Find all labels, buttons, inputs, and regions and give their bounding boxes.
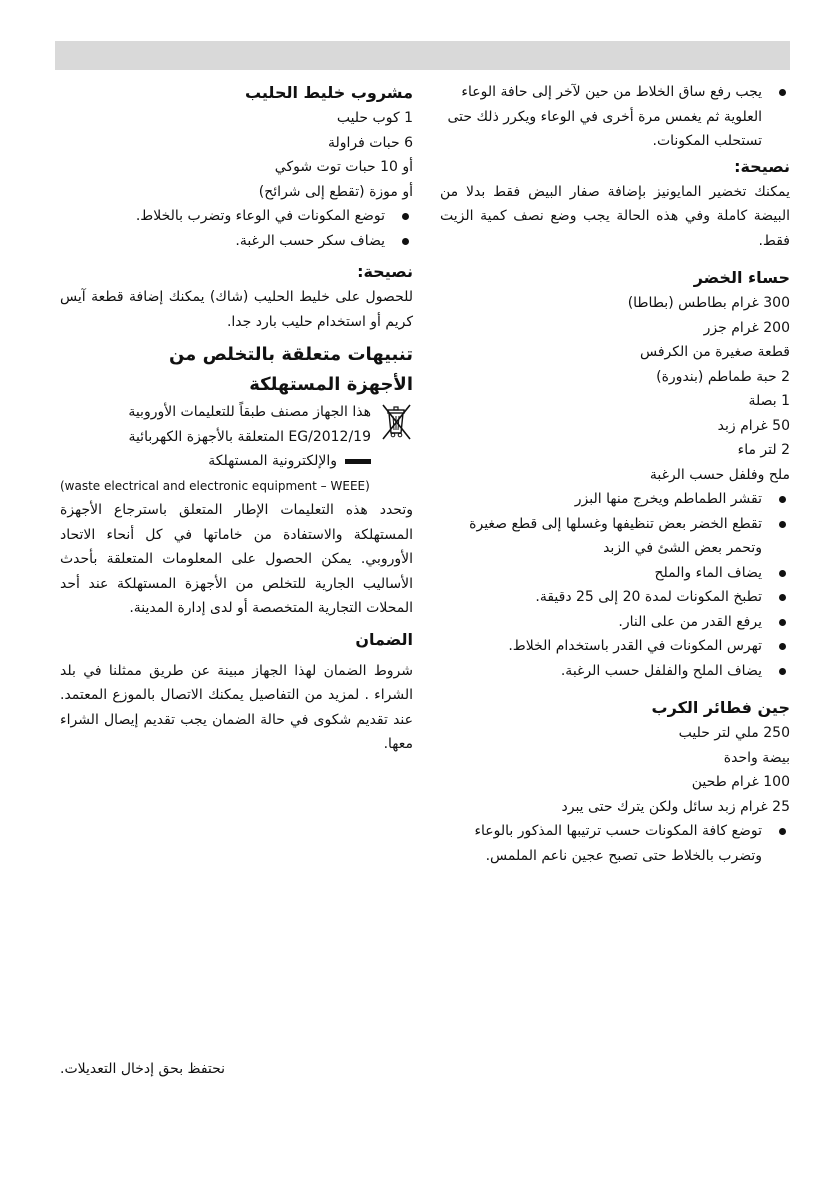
tip1-heading: نصيحة: <box>734 156 790 176</box>
ingredient: أو 10 حبات توت شوكي <box>274 159 413 175</box>
weee-line: هذا الجهاز مصنف طبقاً للتعليمات الأوروبية <box>128 404 371 420</box>
bullet-icon <box>402 213 409 220</box>
bullet-icon <box>779 828 786 835</box>
list-item: يضاف الملح والفلفل حسب الرغبة. <box>440 659 790 684</box>
crossed-bin-icon <box>377 402 413 446</box>
disposal-heading-line2: الأجهزة المستهلكة <box>249 374 413 395</box>
left-column <box>60 80 413 757</box>
list-item: يجب رفع ساق الخلاط من حين لآخر إلى حافة الوعاء العلوية ثم يغمس مرة أخرى في الوعاء ويكرر ذلك حتى تستحلب المكونات. <box>440 80 790 154</box>
weee-notice <box>60 400 413 474</box>
list-item: توضع المكونات في الوعاء وتضرب بالخلاط. <box>60 204 413 229</box>
list-item: تقشر الطماطم ويخرج منها البزر <box>440 487 790 512</box>
bullet-icon <box>779 668 786 675</box>
weee-text: وتحدد هذه التعليمات الإطار المتعلق باسترجاع الأجهزة المستهلكة والاستفادة من خاماتها في كل أنحاء الاتحاد الأوروبي. يمكن الحصول على المعلومات المتعلقة بأحدث الأساليب الجارية للتخلص من الأجهزة المستهلكة عند أحد المحلات التجارية المتخصصة أو لدى إدارة المدينة. <box>60 502 413 616</box>
list-item: توضع كافة المكونات حسب ترتيبها المذكور بالوعاء وتضرب بالخلاط حتى تصبح عجين ناعم الملمس. <box>440 819 790 868</box>
milkshake-heading: مشروب خليط الحليب <box>244 83 413 102</box>
ingredient: ملح وفلفل حسب الرغبة <box>649 466 790 483</box>
soup-heading: حساء الخضر <box>693 268 790 287</box>
bullet-icon <box>779 619 786 626</box>
warranty-heading: الضمان <box>355 629 413 649</box>
ingredient: 50 غرام زبد <box>717 417 790 434</box>
ingredient: 100 غرام طحين <box>691 774 790 790</box>
bullet-icon <box>779 570 786 577</box>
ingredient: 2 حبة طماطم (بندورة) <box>656 368 790 385</box>
disposal-heading: تنبيهات متعلقة بالتخلص من <box>168 344 413 365</box>
ingredient: 2 لتر ماء <box>737 442 790 458</box>
bullet-icon <box>402 238 409 245</box>
ingredient: 1 بصلة <box>748 393 790 409</box>
tip2-heading: نصيحة: <box>357 262 413 281</box>
tip2-text: للحصول على خليط الحليب (شاك) يمكنك إضافة قطعة آيس كريم أو استخدام حليب بارد جدا. <box>60 289 413 330</box>
weee-bar-icon <box>345 459 371 464</box>
list-item: تقطع الخضر بعض تنظيفها وغسلها إلى قطع صغيرة وتحمر بعض الشئ في الزبد <box>440 512 790 561</box>
list-item: يرفع القدر من على النار. <box>440 610 790 635</box>
weee-english: (waste electrical and electronic equipment – WEEE) <box>60 478 370 493</box>
soup-steps <box>440 487 790 683</box>
footer-note: نحتفظ بحق إدخال التعديلات. <box>60 1061 226 1077</box>
ingredient: أو موزة (تقطع إلى شرائح) <box>258 183 413 200</box>
ingredient: بيضة واحدة <box>723 749 790 766</box>
bullet-icon <box>779 643 786 650</box>
list-item: يضاف سكر حسب الرغبة. <box>60 229 413 254</box>
weee-line: 2012/19/EG المتعلقة بالأجهزة الكهربائية <box>128 428 371 445</box>
crepe-heading: جين فطائر الكرب <box>651 698 790 717</box>
intro-bullets <box>440 80 790 154</box>
ingredient: 250 ملي لتر حليب <box>678 725 790 741</box>
ingredient: 200 غرام جزر <box>703 319 790 336</box>
bullet-icon <box>779 521 786 528</box>
header-bar <box>55 41 790 70</box>
list-item: يضاف الماء والملح <box>440 561 790 586</box>
ingredient: قطعة صغيرة من الكرفس <box>639 344 790 360</box>
list-item: تهرس المكونات في القدر باستخدام الخلاط. <box>440 634 790 659</box>
ingredient: 25 غرام زبد سائل ولكن يترك حتى يبرد <box>561 798 790 815</box>
ingredient: 1 كوب حليب <box>336 110 413 126</box>
bullet-icon <box>779 89 786 96</box>
ingredient: 300 غرام بطاطس (بطاطا) <box>627 295 790 311</box>
warranty-text: شروط الضمان لهذا الجهاز مبينة عن طريق ممثلنا في بلد الشراء . لمزيد من التفاصيل يمكنك الاتصال بالموزع المعتمد. عند تقديم شكوى في حالة الضمان يجب تقديم إيصال الشراء معها. <box>60 662 413 752</box>
tip1-text: يمكنك تخضير المايونيز بإضافة صفار البيض فقط بدلا من البيضة كاملة وفي هذه الحالة يجب وضع نصف كمية الزيت فقط. <box>440 183 790 249</box>
crepe-steps <box>440 819 790 868</box>
milkshake-steps <box>60 204 413 253</box>
bullet-icon <box>779 496 786 503</box>
weee-line: والإلكترونية المستهلكة <box>60 449 371 474</box>
bullet-icon <box>779 594 786 601</box>
list-item: تطبخ المكونات لمدة 20 إلى 25 دقيقة. <box>440 585 790 610</box>
right-column <box>440 80 790 868</box>
ingredient: 6 حبات فراولة <box>328 134 413 151</box>
